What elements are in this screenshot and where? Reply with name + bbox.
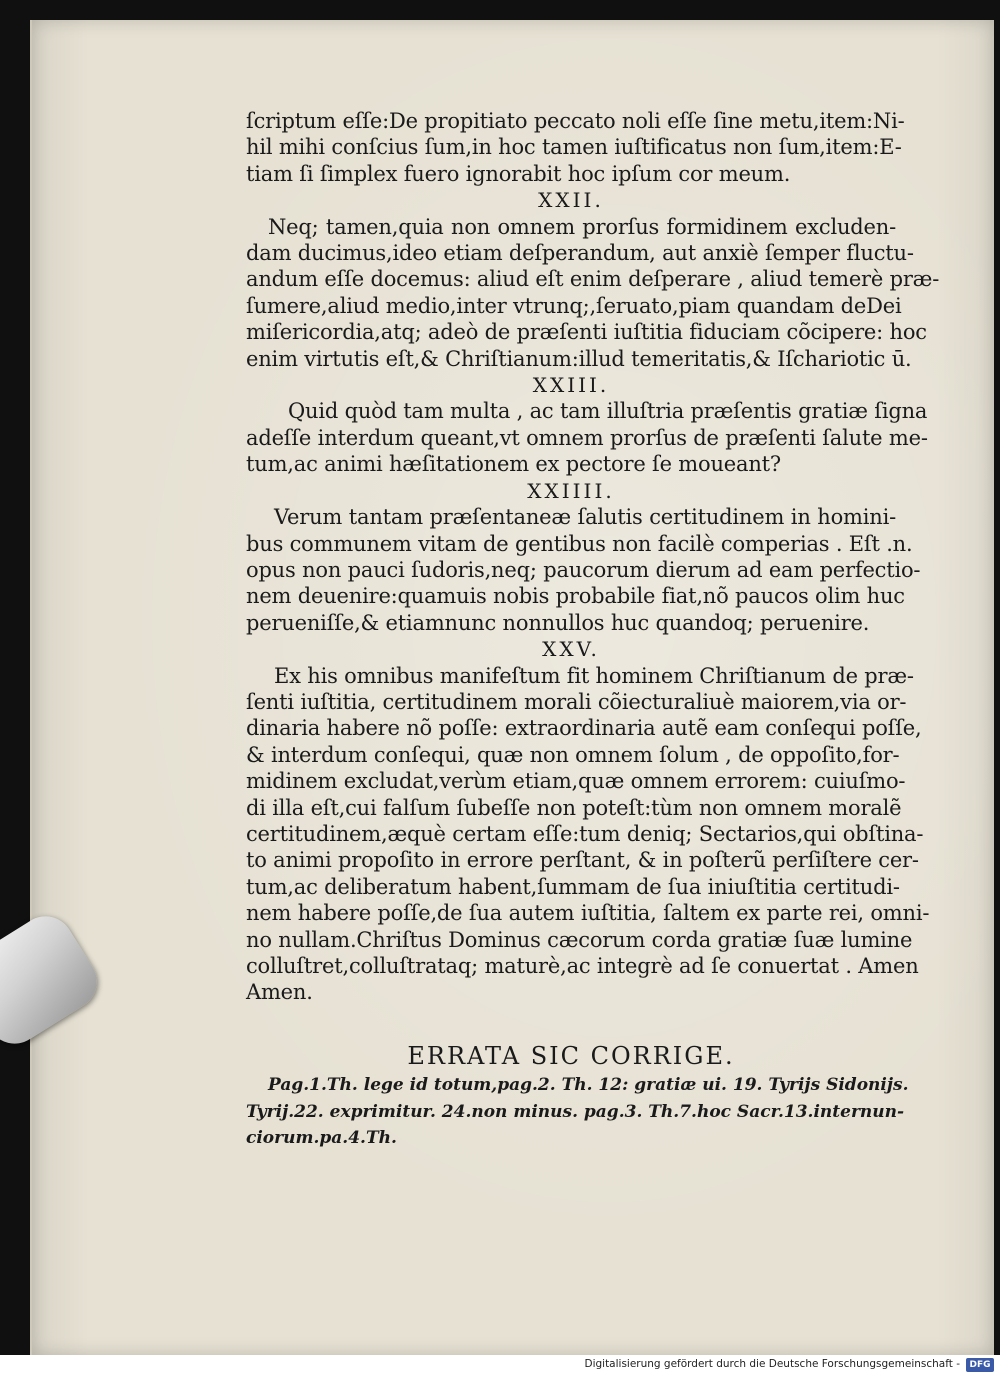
text-line: Verum tantam præſentaneæ ſalutis certitudinem in homini- (274, 505, 896, 530)
text-line: dam ducimus,ideo etiam deſperandum, aut anxiè ſemper fluctu- (246, 241, 914, 266)
text-line: ſcriptum eſſe:De propitiato peccato noli eſſe ſine metu,item:Ni- (246, 109, 905, 133)
errata-title: ERRATA SIC CORRIGE. (407, 1042, 735, 1070)
funding-credit: Digitalisierung gefördert durch die Deutsche Forschungsgemeinschaft - (584, 1358, 960, 1370)
text-line: enim virtutis eſt,& Chriſtianum:illud temeritatis,& Iſchariotic ū. (246, 346, 912, 371)
section-heading: XXIIII. (527, 478, 615, 503)
text-line: adeſſe interdum queant,vt omnem prorſus de præſenti ſalute me- (246, 425, 928, 450)
text-line: nem deuenire:quamuis nobis probabile fiat,nõ paucos olim huc (246, 584, 905, 609)
text-line: tiam ſi ſimplex fuero ignorabit hoc ipſum cor meum. (246, 161, 791, 186)
text-line: no nullam.Chriſtus Dominus cæcorum corda gratiæ ſuæ lumine (246, 927, 913, 952)
text-line: ſenti iuſtitia, certitudinem morali cõiecturaliuè maiorem,via or- (246, 689, 907, 714)
text-line: bus communem vitam de gentibus non facilè comperias . Eſt .n. (246, 531, 913, 556)
text-line: opus non pauci ſudoris,neq; paucorum dierum ad eam perfectio- (246, 557, 921, 582)
text-line: to animi propoſito in errore perſtant, & in poſterũ perſiſtere cer- (246, 848, 919, 873)
text-line: & interdum conſequi, quæ non omnem ſolum , de oppoſito,for- (246, 742, 900, 767)
text-line: di illa eſt,cui falſum ſubeſſe non poteſt:tùm non omnem moralẽ (246, 795, 902, 820)
text-line: Amen. (246, 980, 313, 1005)
section-heading: XXII. (538, 188, 604, 213)
text-line: nem habere poſſe,de ſua autem iuſtitia, ſaltem ex parte rei, omni- (246, 901, 930, 926)
text-line: perueniſſe,& etiamnunc nonnullos huc quandoq; peruenire. (246, 610, 870, 635)
text-line: midinem excludat,verùm etiam,quæ omnem errorem: cuiuſmo- (246, 769, 906, 794)
text-line: tum,ac animi hæſitationem ex pectore ſe moueant? (246, 452, 781, 477)
errata-line: ciorum.pa.4.Th. (246, 1128, 397, 1148)
text-line: Quid quòd tam multa , ac tam illuſtria præſentis gratiæ ſigna (288, 399, 928, 424)
errata-list (246, 1072, 909, 1152)
section-heading: XXV. (542, 637, 600, 662)
text-line: colluſtret,colluſtrataq; maturè,ac integrè ad ſe conuertat . Amen (246, 954, 919, 978)
errata-line: Tyrij.22. exprimitur. 24.non minus. pag.3. Th.7.hoc Sacr.13.internun- (246, 1101, 905, 1122)
text-line: Neq; tamen,quia non omnem prorſus formidinem excluden- (268, 214, 896, 239)
text-line: tum,ac deliberatum habent,ſummam de ſua iniuſtitia certitudi- (246, 874, 900, 899)
text-line: Ex his omnibus manifeſtum fit hominem Chriſtianum de præ- (274, 663, 914, 688)
text-line: miſericordia,atq; adeò de præſenti iuſtitia fiduciam cõcipere: hoc (246, 320, 927, 345)
text-line: andum eſſe docemus: aliud eſt enim deſperare , aliud temerè præ- (246, 267, 940, 292)
errata-line: Pag.1.Th. lege id totum,pag.2. Th. 12: gratiæ ui. 19. Tyrijs Sidonijs. (268, 1075, 909, 1095)
main-text (246, 108, 940, 1006)
text-line: dinaria habere nõ poſſe: extraordinaria autẽ eam conſequi poſſe, (246, 716, 922, 741)
dfg-logo: DFG (966, 1358, 994, 1372)
text-line: hil mihi conſcius ſum,in hoc tamen iuſtificatus non ſum,item:E- (246, 135, 902, 160)
footer-bar (0, 1355, 1000, 1376)
text-line: ſumere,aliud medio,inter vtrunq;,ſeruato,piam quandam deDei (246, 293, 902, 318)
section-heading: XXIII. (532, 373, 610, 398)
text-line: certitudinem,æquè certam eſſe:tum deniq; Sectarios,qui obſtina- (246, 821, 924, 846)
